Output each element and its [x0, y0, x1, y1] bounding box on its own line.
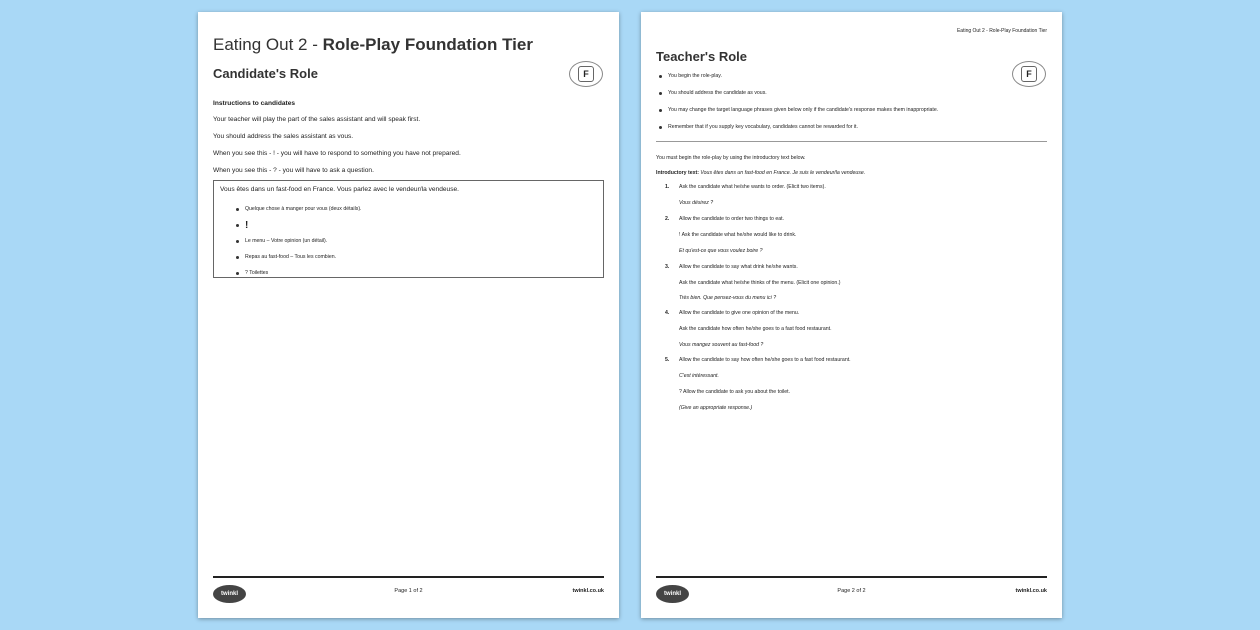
step-line: Allow the candidate to order two things to eat.	[679, 216, 784, 222]
instruction-line: When you see this - ! - you will have to respond to something you have not prepared.	[213, 150, 461, 157]
step-line: Et qu'est-ce que vous voulez boire ?	[679, 248, 763, 254]
bullet-icon	[236, 272, 239, 275]
twinkl-logo: twinkl	[656, 585, 689, 603]
teacher-bullet: Remember that if you supply key vocabulary, candidates cannot be rewarded for it.	[659, 124, 858, 130]
bullet-icon	[236, 256, 239, 259]
step-line: Ask the candidate what he/she thinks of the menu. (Elicit one opinion.)	[679, 280, 841, 286]
instruction-line: You should address the sales assistant as vous.	[213, 133, 354, 140]
footer-divider	[656, 576, 1047, 578]
bullet-icon	[236, 224, 239, 227]
step-line: Ask the candidate how often he/she goes to a fast food restaurant.	[679, 326, 832, 332]
task-item: Quelque chose à manger pour vous (deux détails).	[236, 201, 362, 217]
step-line: Ask the candidate what he/she wants to order. (Elicit two items).	[679, 184, 826, 190]
task-list	[236, 201, 362, 281]
step-number: 3.	[665, 264, 670, 270]
exclamation-icon: !	[245, 219, 249, 231]
teacher-bullet: You begin the role-play.	[659, 73, 722, 79]
bullet-icon	[659, 92, 662, 95]
bullet-icon	[236, 208, 239, 211]
step-number: 1.	[665, 184, 670, 190]
instruction-line: Your teacher will play the part of the sales assistant and will speak first.	[213, 116, 421, 123]
instruction-line: When you see this - ? - you will have to ask a question.	[213, 167, 374, 174]
bullet-icon	[236, 240, 239, 243]
step-number: 2.	[665, 216, 670, 222]
step-line: Vous mangez souvent au fast-food ?	[679, 342, 764, 348]
site-url: twinkl.co.uk	[1015, 588, 1047, 594]
task-box-intro: Vous êtes dans un fast-food en France. Vous parlez avec le vendeur/la vendeuse.	[220, 186, 459, 193]
intro-label: Introductory text:	[656, 170, 699, 176]
instructions-heading: Instructions to candidates	[213, 100, 296, 107]
page-number: Page 1 of 2	[394, 588, 423, 594]
bullet-icon	[659, 109, 662, 112]
teacher-page	[641, 12, 1062, 618]
section-divider	[656, 141, 1047, 142]
step-line: Allow the candidate to say what drink he/she wants.	[679, 264, 798, 270]
introductory-text	[656, 169, 865, 177]
page-number: Page 2 of 2	[837, 588, 866, 594]
candidate-role-heading: Candidate's Role	[213, 66, 318, 81]
step-number: 5.	[665, 357, 670, 363]
task-item	[236, 217, 362, 233]
step-line: C'est intéressant.	[679, 373, 719, 379]
step-number: 4.	[665, 310, 670, 316]
step-line: Allow the candidate to give one opinion of the menu.	[679, 310, 800, 316]
step-line: (Give an appropriate response.)	[679, 405, 753, 411]
title-prefix: Eating Out 2 -	[213, 35, 323, 54]
step-line: ? Allow the candidate to ask you about the toilet.	[679, 389, 791, 395]
teacher-bullet: You may change the target language phrases given below only if the candidate's response makes them inappropriate.	[659, 107, 938, 113]
bullet-icon	[659, 75, 662, 78]
foundation-tier-badge	[1012, 61, 1046, 87]
bullet-icon	[659, 126, 662, 129]
step-line: Vous désirez ?	[679, 200, 714, 206]
title-main: Role-Play Foundation Tier	[322, 35, 533, 54]
site-url: twinkl.co.uk	[572, 588, 604, 594]
task-item: Le menu – Votre opinion (un détail).	[236, 233, 362, 249]
teacher-role-heading: Teacher's Role	[656, 49, 747, 64]
intro-text: Vous êtes dans un fast-food en France. Je suis le vendeur/la vendeuse.	[700, 170, 866, 176]
step-line: Très bien. Que pensez-vous du menu ici ?	[679, 295, 777, 301]
task-item: ? Toilettes	[236, 265, 362, 281]
role-play-task-box	[213, 180, 604, 278]
candidate-page	[198, 12, 619, 618]
teacher-bullet: You should address the candidate as vous.	[659, 90, 767, 96]
tier-letter: F	[578, 66, 594, 82]
foundation-tier-badge	[569, 61, 603, 87]
task-item: Repas au fast-food – Tous les combien.	[236, 249, 362, 265]
footer-divider	[213, 576, 604, 578]
document-title	[213, 35, 533, 55]
twinkl-logo: twinkl	[213, 585, 246, 603]
begin-instruction: You must begin the role-play by using the introductory text below.	[656, 155, 806, 161]
step-line: ! Ask the candidate what he/she would like to drink.	[679, 232, 797, 238]
step-line: Allow the candidate to say how often he/she goes to a fast food restaurant.	[679, 357, 851, 363]
tier-letter: F	[1021, 66, 1037, 82]
running-header: Eating Out 2 - Role-Play Foundation Tier	[956, 28, 1047, 34]
